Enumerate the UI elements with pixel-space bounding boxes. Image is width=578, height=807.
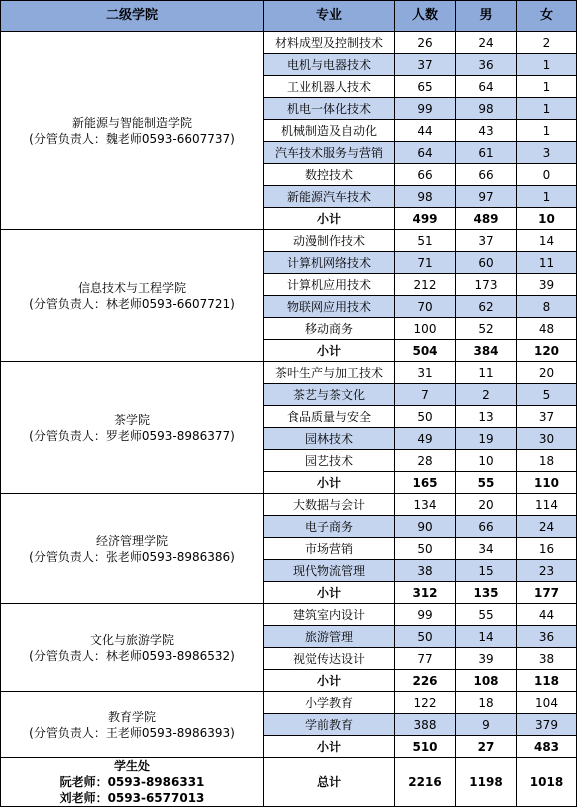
male-cell: 14 xyxy=(456,626,517,648)
female-cell: 39 xyxy=(517,274,577,296)
office-name: 学生处 xyxy=(113,759,150,773)
count-cell: 122 xyxy=(395,692,456,714)
major-cell: 新能源汽车技术 xyxy=(264,186,395,208)
female-cell: 1 xyxy=(517,54,577,76)
female-cell: 1 xyxy=(517,186,577,208)
college-name: 文化与旅游学院 xyxy=(89,632,174,647)
subtotal-label: 小计 xyxy=(264,582,395,604)
major-cell: 园林技术 xyxy=(264,428,395,450)
major-cell: 电机与电器技术 xyxy=(264,54,395,76)
female-cell: 5 xyxy=(517,384,577,406)
college-cell xyxy=(1,32,264,230)
count-cell: 134 xyxy=(395,494,456,516)
female-cell: 20 xyxy=(517,362,577,384)
major-cell: 建筑室内设计 xyxy=(264,604,395,626)
count-cell: 77 xyxy=(395,648,456,670)
count-cell: 71 xyxy=(395,252,456,274)
major-cell: 市场营销 xyxy=(264,538,395,560)
male-cell: 34 xyxy=(456,538,517,560)
college-name: 教育学院 xyxy=(107,709,156,724)
male-cell: 11 xyxy=(456,362,517,384)
subtotal-female: 177 xyxy=(517,582,577,604)
college-contact: (分管负责人：魏老师0593-6607737) xyxy=(29,131,235,146)
grand-total-label: 总计 xyxy=(264,758,395,807)
count-cell: 50 xyxy=(395,626,456,648)
subtotal-female: 483 xyxy=(517,736,577,758)
male-cell: 37 xyxy=(456,230,517,252)
count-cell: 99 xyxy=(395,98,456,120)
female-cell: 36 xyxy=(517,626,577,648)
count-cell: 66 xyxy=(395,164,456,186)
major-cell: 计算机网络技术 xyxy=(264,252,395,274)
major-cell: 数控技术 xyxy=(264,164,395,186)
college-name: 信息技术与工程学院 xyxy=(77,280,186,295)
subtotal-count: 165 xyxy=(395,472,456,494)
count-cell: 90 xyxy=(395,516,456,538)
major-cell: 工业机器人技术 xyxy=(264,76,395,98)
count-cell: 38 xyxy=(395,560,456,582)
subtotal-female: 110 xyxy=(517,472,577,494)
count-cell: 31 xyxy=(395,362,456,384)
count-cell: 44 xyxy=(395,120,456,142)
header-count: 人数 xyxy=(395,1,456,32)
major-cell: 食品质量与安全 xyxy=(264,406,395,428)
count-cell: 7 xyxy=(395,384,456,406)
male-cell: 61 xyxy=(456,142,517,164)
major-cell: 旅游管理 xyxy=(264,626,395,648)
subtotal-count: 510 xyxy=(395,736,456,758)
table-row xyxy=(1,362,577,384)
count-cell: 70 xyxy=(395,296,456,318)
grand-total-row xyxy=(1,758,577,807)
college-cell xyxy=(1,362,264,494)
female-cell: 24 xyxy=(517,516,577,538)
table-row xyxy=(1,32,577,54)
grand-total-count: 2216 xyxy=(395,758,456,807)
subtotal-label: 小计 xyxy=(264,670,395,692)
female-cell: 114 xyxy=(517,494,577,516)
major-cell: 视觉传达设计 xyxy=(264,648,395,670)
table-row xyxy=(1,692,577,714)
subtotal-label: 小计 xyxy=(264,208,395,230)
college-contact: (分管负责人：张老师0593-8986386) xyxy=(29,549,235,564)
female-cell: 30 xyxy=(517,428,577,450)
major-cell: 物联网应用技术 xyxy=(264,296,395,318)
college-contact: (分管负责人：王老师0593-8986393) xyxy=(29,725,235,740)
student-office-cell xyxy=(1,758,264,807)
grand-total-male: 1198 xyxy=(456,758,517,807)
subtotal-label: 小计 xyxy=(264,736,395,758)
male-cell: 60 xyxy=(456,252,517,274)
male-cell: 66 xyxy=(456,164,517,186)
major-cell: 汽车技术服务与营销 xyxy=(264,142,395,164)
subtotal-female: 118 xyxy=(517,670,577,692)
female-cell: 3 xyxy=(517,142,577,164)
count-cell: 37 xyxy=(395,54,456,76)
header-major: 专业 xyxy=(264,1,395,32)
college-contact: (分管负责人：林老师0593-8986532) xyxy=(29,648,235,663)
subtotal-male: 489 xyxy=(456,208,517,230)
header-male: 男 xyxy=(456,1,517,32)
male-cell: 52 xyxy=(456,318,517,340)
major-cell: 计算机应用技术 xyxy=(264,274,395,296)
subtotal-male: 27 xyxy=(456,736,517,758)
subtotal-male: 384 xyxy=(456,340,517,362)
major-cell: 园艺技术 xyxy=(264,450,395,472)
female-cell: 104 xyxy=(517,692,577,714)
college-cell xyxy=(1,692,264,758)
subtotal-male: 108 xyxy=(456,670,517,692)
subtotal-male: 135 xyxy=(456,582,517,604)
subtotal-female: 120 xyxy=(517,340,577,362)
female-cell: 18 xyxy=(517,450,577,472)
subtotal-male: 55 xyxy=(456,472,517,494)
major-cell: 动漫制作技术 xyxy=(264,230,395,252)
major-cell: 机械制造及自动化 xyxy=(264,120,395,142)
male-cell: 62 xyxy=(456,296,517,318)
female-cell: 37 xyxy=(517,406,577,428)
subtotal-label: 小计 xyxy=(264,340,395,362)
subtotal-count: 312 xyxy=(395,582,456,604)
subtotal-label: 小计 xyxy=(264,472,395,494)
female-cell: 379 xyxy=(517,714,577,736)
female-cell: 16 xyxy=(517,538,577,560)
major-cell: 机电一体化技术 xyxy=(264,98,395,120)
male-cell: 55 xyxy=(456,604,517,626)
major-cell: 茶叶生产与加工技术 xyxy=(264,362,395,384)
major-cell: 茶艺与茶文化 xyxy=(264,384,395,406)
count-cell: 65 xyxy=(395,76,456,98)
female-cell: 44 xyxy=(517,604,577,626)
count-cell: 51 xyxy=(395,230,456,252)
college-name: 新能源与智能制造学院 xyxy=(71,115,192,130)
table-row xyxy=(1,494,577,516)
major-cell: 大数据与会计 xyxy=(264,494,395,516)
male-cell: 13 xyxy=(456,406,517,428)
male-cell: 2 xyxy=(456,384,517,406)
female-cell: 23 xyxy=(517,560,577,582)
major-cell: 现代物流管理 xyxy=(264,560,395,582)
college-contact: (分管负责人：林老师0593-6607721) xyxy=(29,296,235,311)
male-cell: 20 xyxy=(456,494,517,516)
major-cell: 移动商务 xyxy=(264,318,395,340)
male-cell: 173 xyxy=(456,274,517,296)
female-cell: 48 xyxy=(517,318,577,340)
male-cell: 9 xyxy=(456,714,517,736)
male-cell: 15 xyxy=(456,560,517,582)
count-cell: 49 xyxy=(395,428,456,450)
college-contact: (分管负责人：罗老师0593-8986377) xyxy=(29,428,235,443)
office-contact-2: 刘老师：0593-6577013 xyxy=(59,791,205,805)
count-cell: 212 xyxy=(395,274,456,296)
count-cell: 26 xyxy=(395,32,456,54)
female-cell: 1 xyxy=(517,120,577,142)
count-cell: 50 xyxy=(395,538,456,560)
female-cell: 11 xyxy=(517,252,577,274)
female-cell: 14 xyxy=(517,230,577,252)
male-cell: 24 xyxy=(456,32,517,54)
count-cell: 28 xyxy=(395,450,456,472)
male-cell: 66 xyxy=(456,516,517,538)
office-contact-1: 阮老师：0593-8986331 xyxy=(59,775,205,789)
grand-total-female: 1018 xyxy=(517,758,577,807)
male-cell: 98 xyxy=(456,98,517,120)
male-cell: 18 xyxy=(456,692,517,714)
count-cell: 388 xyxy=(395,714,456,736)
male-cell: 19 xyxy=(456,428,517,450)
female-cell: 1 xyxy=(517,98,577,120)
college-name: 经济管理学院 xyxy=(95,533,168,548)
college-name: 茶学院 xyxy=(113,412,150,427)
college-cell xyxy=(1,230,264,362)
major-cell: 电子商务 xyxy=(264,516,395,538)
table-row xyxy=(1,604,577,626)
header-row xyxy=(1,1,577,32)
major-cell: 小学教育 xyxy=(264,692,395,714)
male-cell: 43 xyxy=(456,120,517,142)
female-cell: 1 xyxy=(517,76,577,98)
male-cell: 10 xyxy=(456,450,517,472)
male-cell: 64 xyxy=(456,76,517,98)
male-cell: 36 xyxy=(456,54,517,76)
female-cell: 38 xyxy=(517,648,577,670)
subtotal-female: 10 xyxy=(517,208,577,230)
count-cell: 50 xyxy=(395,406,456,428)
table-row xyxy=(1,230,577,252)
female-cell: 0 xyxy=(517,164,577,186)
major-cell: 学前教育 xyxy=(264,714,395,736)
major-cell: 材料成型及控制技术 xyxy=(264,32,395,54)
count-cell: 98 xyxy=(395,186,456,208)
subtotal-count: 226 xyxy=(395,670,456,692)
male-cell: 39 xyxy=(456,648,517,670)
female-cell: 2 xyxy=(517,32,577,54)
count-cell: 99 xyxy=(395,604,456,626)
table-body xyxy=(1,32,577,758)
count-cell: 100 xyxy=(395,318,456,340)
header-female: 女 xyxy=(517,1,577,32)
header-college: 二级学院 xyxy=(1,1,264,32)
count-cell: 64 xyxy=(395,142,456,164)
female-cell: 8 xyxy=(517,296,577,318)
college-cell xyxy=(1,494,264,604)
college-cell xyxy=(1,604,264,692)
subtotal-count: 504 xyxy=(395,340,456,362)
subtotal-count: 499 xyxy=(395,208,456,230)
male-cell: 97 xyxy=(456,186,517,208)
